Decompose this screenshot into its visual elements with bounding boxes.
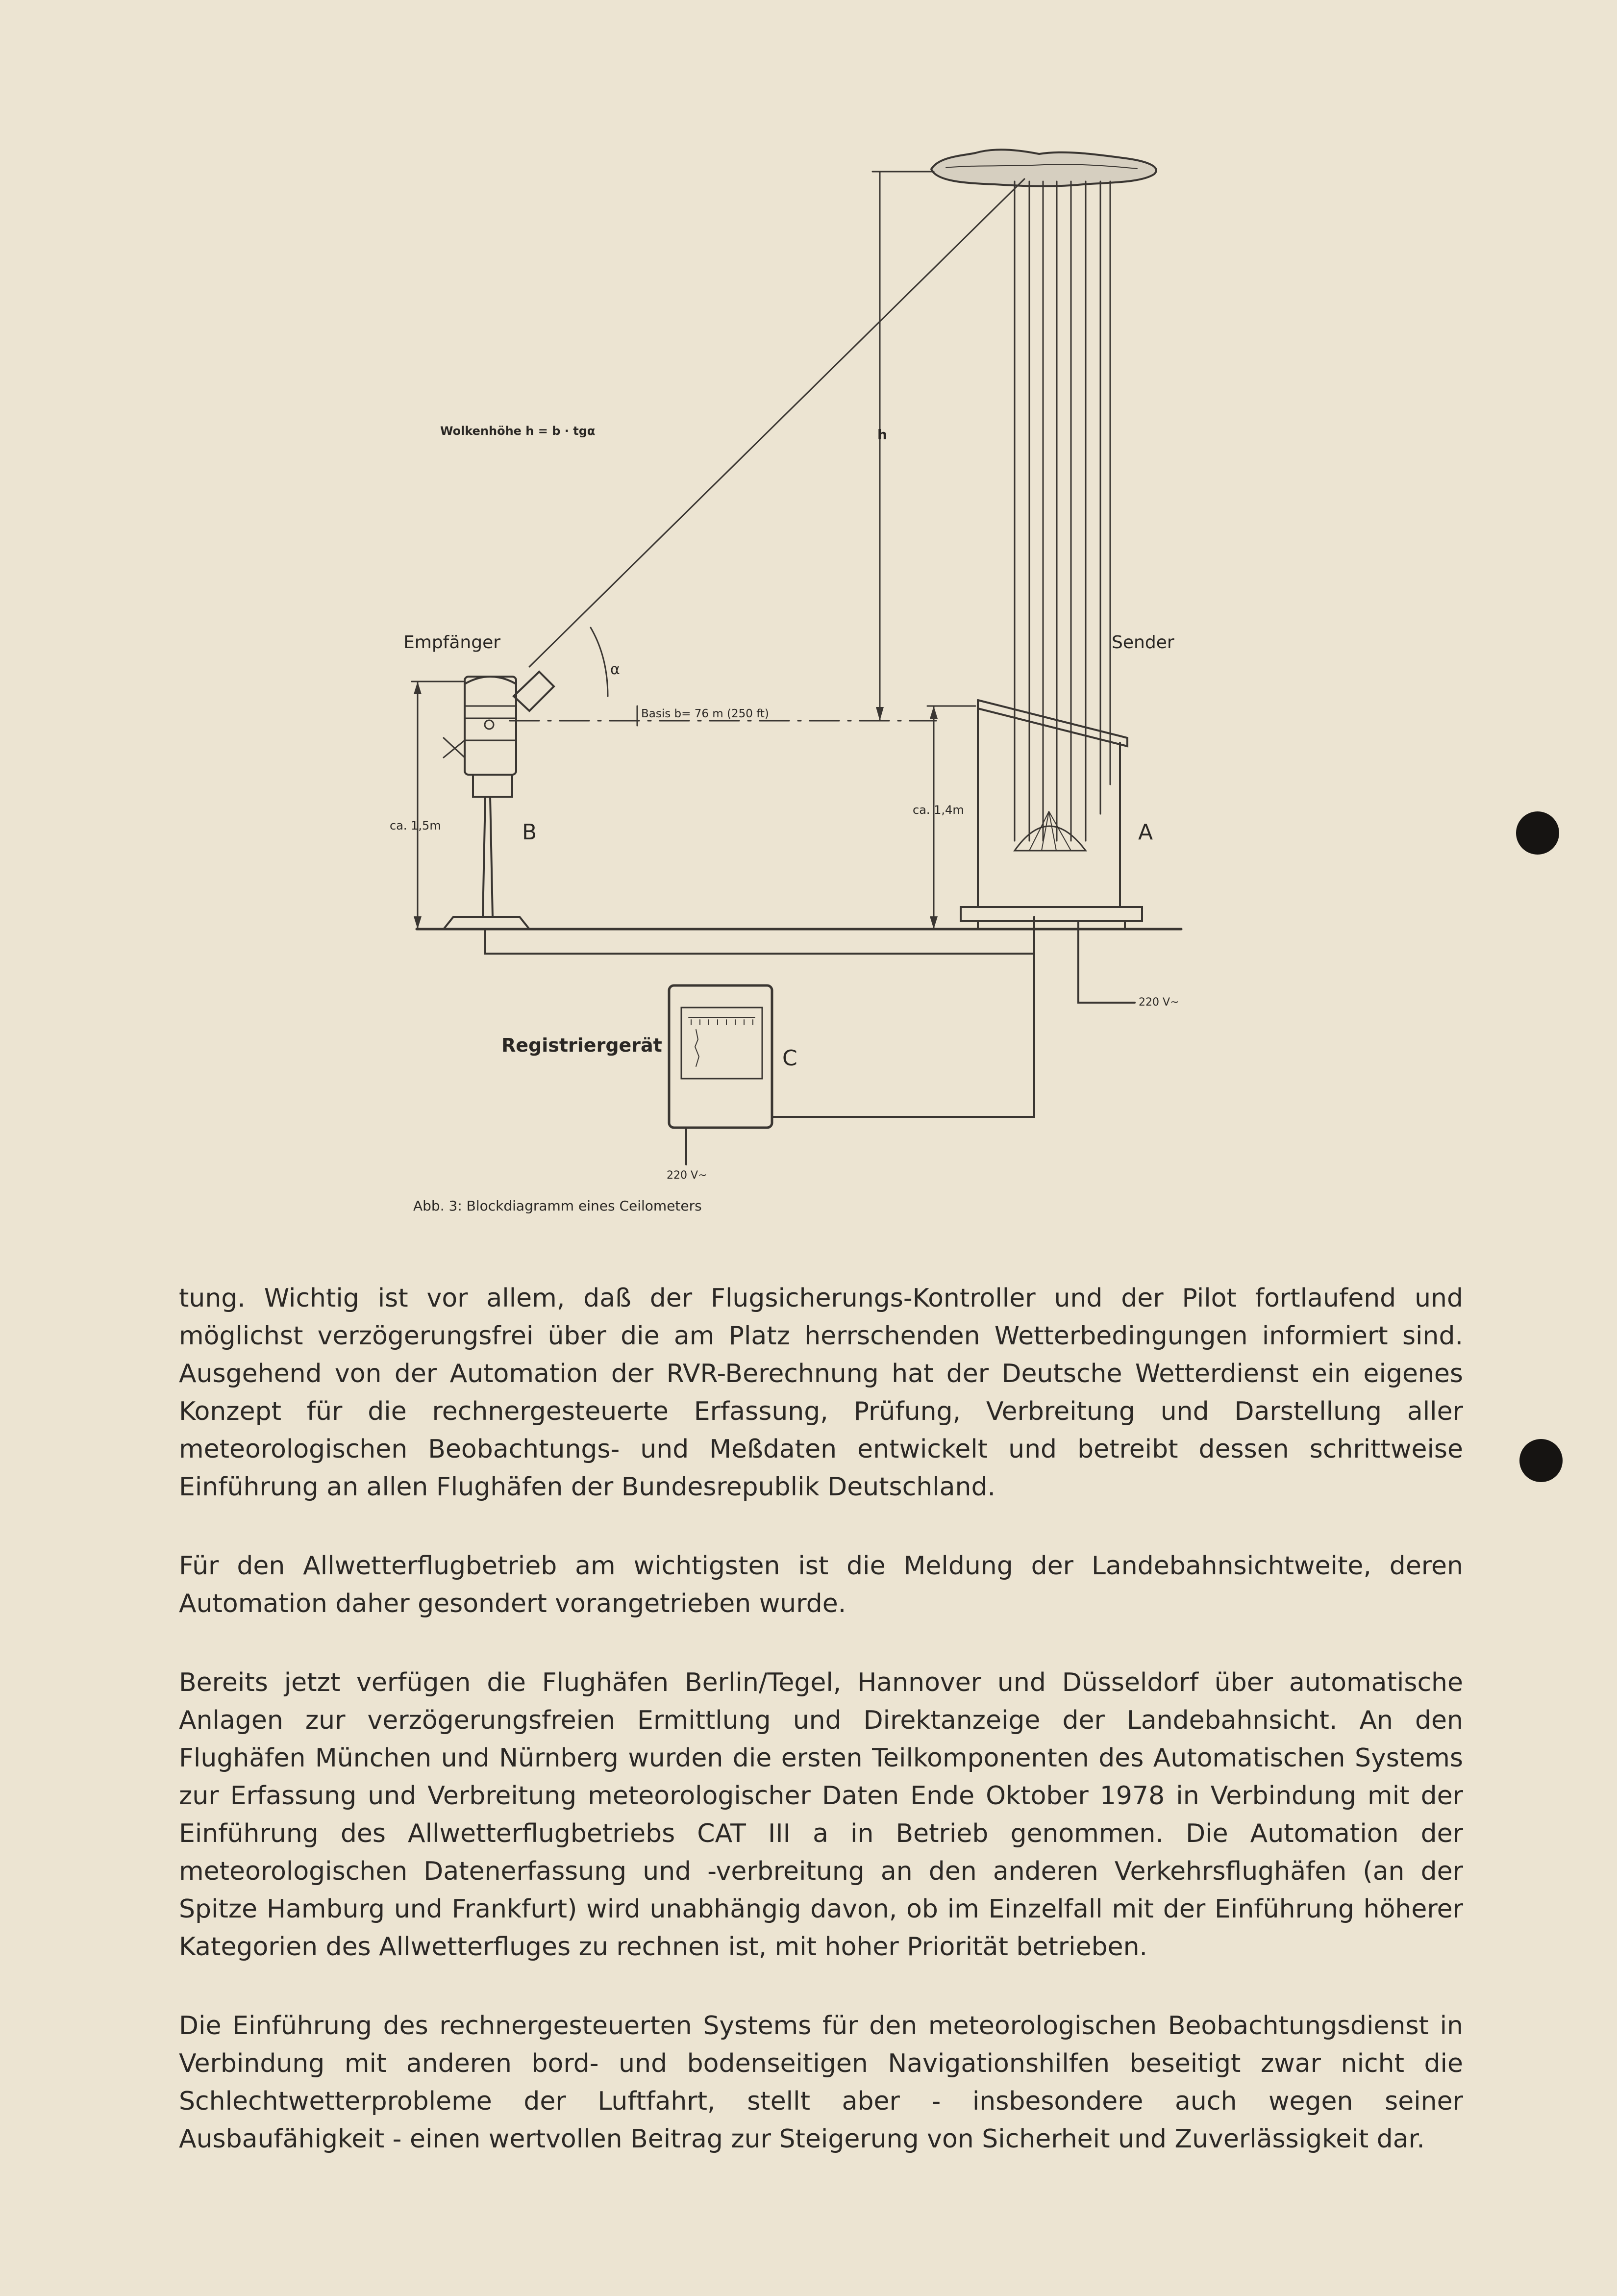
letter-c-label: C: [782, 1046, 797, 1071]
power-bottom-label: 220 V~: [667, 1169, 707, 1182]
recorder-label: Registriergerät: [501, 1034, 662, 1056]
letter-a-label: A: [1138, 820, 1153, 845]
sight-line: [529, 179, 1024, 667]
sender-label: Sender: [1112, 632, 1174, 653]
receiver-label: Empfänger: [403, 632, 501, 653]
body-text: [179, 1280, 1463, 2199]
angle-alpha-label: α: [610, 661, 620, 678]
letter-b-label: B: [522, 820, 537, 845]
basis-label: Basis b= 76 m (250 ft): [641, 707, 769, 720]
paragraph-2: Für den Allwetterflugbetrieb am wichtigsten ist die Meldung der Landebahnsichtweite, deren Automation daher gesondert vorangetrieben wurde.: [179, 1551, 1463, 1618]
formula-label: Wolkenhöhe h = b · tgα: [440, 424, 596, 438]
recorder-unit: [669, 985, 772, 1128]
light-beams: [1015, 181, 1110, 841]
angle-arc: [591, 628, 608, 696]
punch-hole-bottom: [1519, 1439, 1563, 1482]
power-right-label: 220 V~: [1139, 996, 1179, 1009]
paragraph-1: tung. Wichtig ist vor allem, daß der Flugsicherungs-Kontroller und der Pilot fortlaufend und möglichst verzögerungsfrei über die am Platz herrschenden Wetterbedingungen informiert sind. Ausgehend von der Automation der RVR-Berechnung hat der Deutsche Wetterdienst ein eigenes Konzept für die rechnergesteuerte Erfassung, Prüfung, Verbreitung und Darstellung aller meteorologischen Beobachtungs- und Meßdaten entwickelt und betreibt dessen schrittweise Einführung an allen Flughäfen der Bundesrepublik Deutschland.: [179, 1284, 1463, 1502]
paragraph-3: Bereits jetzt verfügen die Flughäfen Berlin/Tegel, Hannover und Düsseldorf über automatische Anlagen zur verzögerungsfreien Ermittlung und Direktanzeige der Landebahnsicht. An den Flughäfen München und Nürnberg wurden die ersten Teilkomponenten des Automatischen Systems zur Erfassung und Verbreitung meteorologischer Daten Ende Oktober 1978 in Verbindung mit der Einführung des Allwetterflugbetriebs CAT III a in Betrieb genommen. Die Automation der meteorologischen Datenerfassung und -verbreitung an den anderen Verkehrsflughäfen (an der Spitze Hamburg und Frankfurt) wird unabhängig davon, ob im Einzelfall mit der Einführung höherer Kategorien des Allwetterfluges zu rechnen ist, mit hoher Priorität betrieben.: [179, 1668, 1463, 1962]
receiver-unit: [444, 672, 554, 929]
figure-caption: Abb. 3: Blockdiagramm eines Ceilometers: [413, 1198, 702, 1214]
height-h-label: h: [877, 427, 887, 443]
paragraph-4: Die Einführung des rechnergesteuerten Systems für den meteorologischen Beobachtungsdienst in Verbindung mit anderen bord- und bodenseitigen Navigationshilfen beseitigt zwar nicht die Schlechtwetterprobleme der Luftfahrt, stellt aber - insbesondere auch wegen seiner Ausbaufähigkeit - einen wertvollen Beitrag zur Steigerung von Sicherheit und Zuverlässigkeit dar.: [179, 2011, 1463, 2154]
punch-hole-top: [1516, 811, 1559, 855]
sender-unit: [961, 700, 1142, 928]
cloud-shape: [931, 150, 1156, 186]
height-a-label: ca. 1,4m: [913, 803, 964, 817]
height-b-label: ca. 1,5m: [390, 819, 441, 833]
